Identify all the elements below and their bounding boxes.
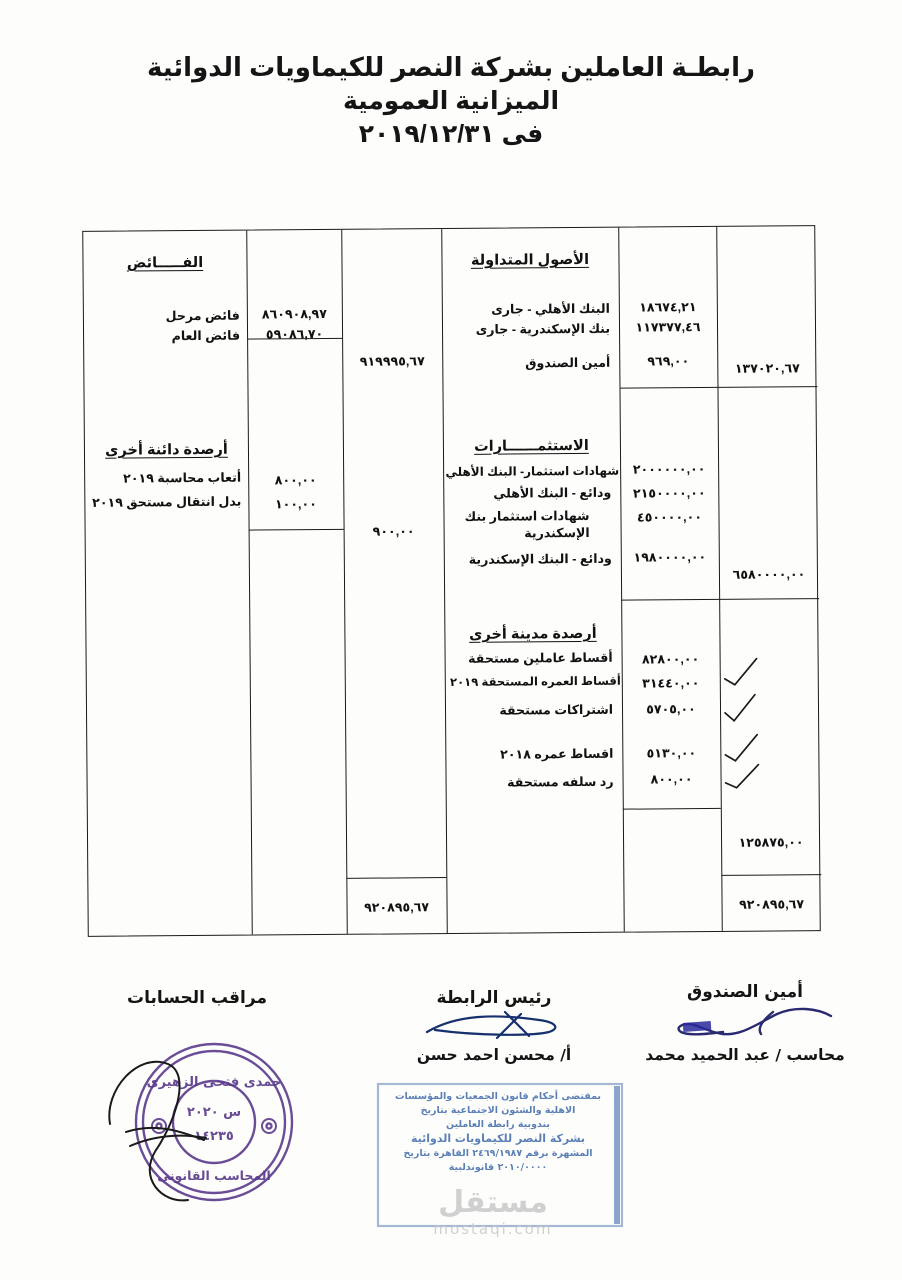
- liability-total-other-credit: ٩٠٠,٠٠: [372, 524, 415, 539]
- asset-amount-cashier: ٩٦٩,٠٠: [647, 354, 690, 369]
- asset-label-national-bank: البنك الأهلي - جارى: [491, 301, 610, 317]
- section-heading-surplus: الفـــــائض: [126, 254, 204, 272]
- surplus-label-carried-forward: فائض مرحل: [165, 308, 240, 324]
- row-divider-left-total: [346, 877, 446, 879]
- credit-label-transport-allowance: بدل انتقال مستحق ٢٠١٩: [92, 494, 242, 510]
- debit-label-worker-installments: أقساط عاملين مستحقة: [468, 650, 613, 666]
- investment-label-deposits-national: ودائع - البنك الأهلي: [493, 485, 612, 501]
- debit-label-loan-refund: رد سلفه مستحقة: [507, 774, 614, 790]
- stamp-line-2: الاهلية والشئون الاجتماعية بتاريخ: [420, 1104, 576, 1116]
- credit-amount-accounting-fees: ٨٠٠,٠٠: [274, 473, 317, 488]
- asset-label-cashier: أمين الصندوق: [525, 355, 611, 371]
- debit-amount-subscriptions: ٥٧٠٥,٠٠: [646, 702, 696, 717]
- asset-label-alex-bank: بنك الإسكندرية - جارى: [475, 321, 611, 337]
- asset-amount-alex-bank: ١١٧٣٧٧,٤٦: [635, 320, 701, 335]
- auditor-round-stamp: [96, 1028, 306, 1213]
- watermark-arabic: مستقل: [438, 1185, 548, 1220]
- asset-total-investments: ٦٥٨٠٠٠٠,٠٠: [732, 567, 806, 582]
- association-rectangular-stamp: [374, 1082, 626, 1232]
- row-divider-otherdebit-right: [623, 808, 721, 810]
- investment-label-deposits-alex: ودائع - البنك الإسكندرية: [468, 551, 612, 567]
- stamp-text-auditor-name: حمدى فتحى الزهيرى: [146, 1075, 282, 1090]
- investment-amount-certificates-alex: ٤٥٠٠٠٠,٠٠: [636, 510, 703, 525]
- debit-label-umrah-2019: أقساط العمره المستحقة ٢٠١٩: [449, 674, 621, 690]
- debit-amount-umrah-2019: ٣١٤٤٠,٠٠: [642, 676, 700, 691]
- stamp-line-5: المشهرة برقم ٢٤٦٩/١٩٨٧ القاهرة بتاريخ: [403, 1148, 593, 1160]
- section-heading-investments: الاستثمــــــارات: [474, 437, 589, 455]
- association-stamp-text: [384, 1090, 612, 1175]
- liability-grand-total: ٩٢٠٨٩٥,٦٧: [364, 900, 430, 915]
- investment-amount-deposits-national: ٢١٥٠٠٠٠,٠٠: [632, 486, 706, 501]
- stamp-line-3: بندوبية رابطة العاملين: [446, 1118, 550, 1130]
- row-divider-right-total2: [719, 598, 819, 600]
- investment-amount-certificates-national: ٢٠٠٠٠٠٠,٠٠: [632, 462, 706, 477]
- title-line-organization: رابطـة العاملين بشركة النصر للكيماويات الدوائية: [147, 52, 755, 82]
- surplus-amount-carried-forward: ٨٦٠٩٠٨,٩٧: [261, 306, 327, 322]
- debit-amount-umrah-2018: ٥١٣٠,٠٠: [646, 746, 697, 761]
- signature-name-treasurer: محاسب / عبد الحميد محمد: [645, 1046, 845, 1064]
- row-divider-right-grand: [721, 874, 821, 876]
- debit-amount-loan-refund: ٨٠٠,٠٠: [650, 772, 693, 787]
- asset-total-current: ١٣٧٠٢٠,٦٧: [734, 361, 800, 376]
- section-heading-current-assets: الأصول المتداولة: [470, 251, 590, 269]
- document-title: [0, 52, 902, 150]
- surplus-amount-year: ٥٩٠٨٦,٧٠: [265, 327, 324, 342]
- asset-grand-total: ٩٢٠٨٩٥,٦٧: [738, 897, 805, 912]
- surplus-label-year: فائض العام: [171, 328, 241, 344]
- balance-sheet-table: [82, 225, 821, 937]
- debit-amount-worker-installments: ٨٢٨٠٠,٠٠: [641, 652, 700, 667]
- debit-label-subscriptions: اشتراكات مستحقة: [499, 702, 614, 718]
- asset-amount-national-bank: ١٨٦٧٤,٢١: [639, 300, 697, 315]
- stamp-text-auditor-year: س ٢٠٢٠: [186, 1105, 242, 1120]
- signature-name-president: أ/ محسن احمد حسن: [416, 1046, 572, 1064]
- watermark-domain: mostaqi.com: [433, 1220, 553, 1238]
- investment-label-certificates-national: شهادات استثمار- البنك الأهلي: [445, 463, 620, 480]
- stamp-line-6: ٢٠١٠/٠٠٠٠ قانوندلبية: [448, 1162, 548, 1173]
- stamp-line-1: بمقتضى أحكام قانون الجمعيات والمؤسسات: [395, 1091, 601, 1102]
- title-line-date: فى ٢٠١٩/١٢/٣١: [358, 119, 544, 148]
- signature-block-treasurer: [620, 982, 870, 1064]
- president-signature-scribble: [409, 1008, 579, 1042]
- debit-label-umrah-2018: اقساط عمره ٢٠١٨: [500, 746, 614, 762]
- row-divider-investments-right: [621, 599, 719, 601]
- stamp-text-auditor-number: ١٤٢٣٥: [194, 1129, 234, 1144]
- signature-block-auditor: [82, 988, 312, 1008]
- signature-block-president: [374, 988, 614, 1064]
- credit-amount-transport-allowance: ١٠٠,٠٠: [274, 497, 317, 512]
- column-divider-2: [341, 230, 348, 934]
- row-divider-current-right: [619, 387, 717, 389]
- liability-total-surplus: ٩١٩٩٩٥,٦٧: [359, 354, 425, 369]
- row-divider-credit-left: [249, 529, 344, 531]
- stamp-text-auditor-role: المحاسب القانونى: [157, 1168, 271, 1183]
- title-line-statement: الميزانية العمومية: [342, 86, 560, 115]
- signature-title-auditor: مراقب الحسابات: [127, 988, 267, 1008]
- section-heading-other-credit: أرصدة دائنة أخرى: [105, 441, 228, 459]
- signature-title-president: رئيس الرابطة: [436, 988, 552, 1008]
- stamp-line-4: بشركة النصر للكيماويات الدوائية: [410, 1132, 586, 1146]
- investment-label-certificates-alex: شهادات استثمار بنك الإسكندرية: [464, 508, 590, 541]
- credit-label-accounting-fees: أتعاب محاسبة ٢٠١٩: [123, 470, 242, 486]
- row-divider-right-total1: [717, 386, 817, 388]
- investment-amount-deposits-alex: ١٩٨٠٠٠٠,٠٠: [633, 549, 707, 565]
- signature-title-treasurer: أمين الصندوق: [687, 982, 803, 1002]
- treasurer-signature-scribble: [645, 1002, 845, 1042]
- asset-total-other-debit: ١٢٥٨٧٥,٠٠: [738, 835, 804, 850]
- section-heading-other-debit: أرصدة مدينة أخرى: [469, 625, 597, 643]
- handwritten-tick-marks: [723, 644, 796, 805]
